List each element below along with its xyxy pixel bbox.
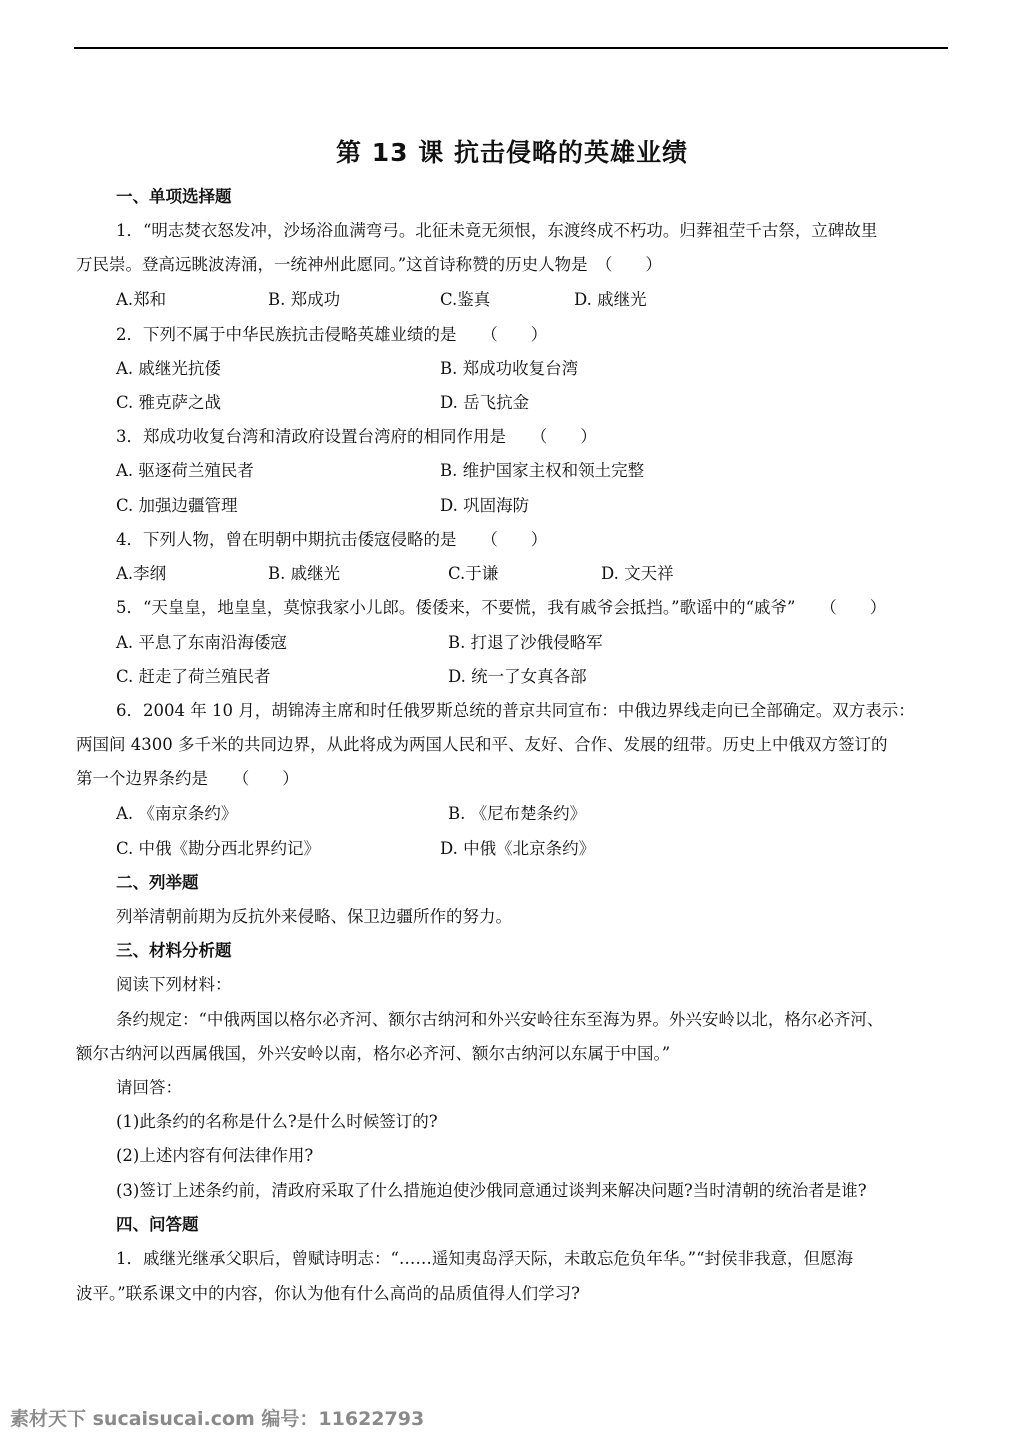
essay-question-line-2: 波平。”联系课文中的内容，你认为他有什么高尚的品质值得人们学习? — [76, 1284, 581, 1303]
list-question: 列举清朝前期为反抗外来侵略、保卫边疆所作的努力。 — [116, 907, 512, 926]
question-6-line-1: 6．2004 年 10 月，胡锦涛主席和时任俄罗斯总统的普京共同宣布：中俄边界线走向已全部确定。双方表示： — [116, 701, 915, 720]
q6-option-d: D. 中俄《北京条约》 — [440, 839, 596, 858]
q6-option-c: C. 中俄《勘分西北界约记》 — [116, 839, 321, 858]
q3-option-c: C. 加强边疆管理 — [116, 496, 238, 515]
q3-option-a: A. 驱逐荷兰殖民者 — [116, 461, 254, 480]
material-text-line-1: 条约规定：“中俄两国以格尔必齐河、额尔古纳河和外兴安岭往东至海为界。外兴安岭以北，格尔必齐河、 — [116, 1010, 884, 1029]
q2-option-b: B. 郑成功收复台湾 — [440, 359, 579, 378]
q4-option-a: A.李纲 — [116, 564, 167, 583]
q3-option-b: B. 维护国家主权和领土完整 — [440, 461, 645, 480]
q6-option-a: A. 《南京条约》 — [116, 804, 238, 823]
question-6-line-2: 两国间 4300 多千米的共同边界，从此将成为两国人民和平、友好、合作、发展的纽带。历史上中俄双方签订的 — [76, 735, 888, 754]
question-2-stem: 2．下列不属于中华民族抗击侵略英雄业绩的是 （ ） — [116, 325, 548, 344]
q3-option-d: D. 巩固海防 — [440, 496, 530, 515]
material-question-2: (2)上述内容有何法律作用? — [116, 1146, 314, 1165]
question-1-line-1: 1．“明志焚衣怒发冲，沙场浴血满弯弓。北征未竟无须恨，东渡终成不朽功。归葬祖茔千古祭，立碑故里 — [116, 221, 878, 240]
watermark: 素材天下 sucaisucai.com 编号：11622793 — [10, 1408, 425, 1430]
q5-option-a: A. 平息了东南沿海倭寇 — [116, 633, 287, 652]
q5-option-c: C. 赶走了荷兰殖民者 — [116, 667, 271, 686]
question-5-stem: 5．“天皇皇，地皇皇，莫惊我家小儿郎。倭倭来，不要慌，我有戚爷会抵挡。”歌谣中的“戚爷” （ ） — [116, 598, 887, 617]
section-heading-list: 二、列举题 — [116, 873, 199, 892]
q4-option-d: D. 文天祥 — [601, 564, 674, 583]
material-intro: 阅读下列材料： — [116, 975, 232, 994]
q2-option-a: A. 戚继光抗倭 — [116, 359, 221, 378]
essay-question-line-1: 1．戚继光继承父职后，曾赋诗明志：“……遥知夷岛浮天际，未敢忘危负年华。”“封侯非我意，但愿海 — [116, 1249, 854, 1268]
q1-option-c: C.鉴真 — [440, 290, 491, 309]
q5-option-d: D. 统一了女真各部 — [448, 667, 587, 686]
material-question-1: (1)此条约的名称是什么?是什么时候签订的? — [116, 1112, 438, 1131]
material-question-3: (3)签订上述条约前，清政府采取了什么措施迫使沙俄同意通过谈判来解决问题?当时清朝的统治者是谁? — [116, 1181, 867, 1200]
question-6-line-3: 第一个边界条约是 （ ） — [76, 769, 299, 788]
question-1-line-2: 万民崇。登高远眺波涛涌，一统神州此愿同。”这首诗称赞的历史人物是 （ ） — [76, 255, 662, 274]
material-ask: 请回答： — [116, 1078, 182, 1097]
material-text-line-2: 额尔古纳河以西属俄国，外兴安岭以南，格尔必齐河、额尔古纳河以东属于中国。” — [76, 1044, 671, 1063]
q1-option-d: D. 戚继光 — [574, 290, 647, 309]
q1-option-a: A.郑和 — [116, 290, 167, 309]
q1-option-b: B. 郑成功 — [268, 290, 341, 309]
section-heading-essay: 四、问答题 — [116, 1215, 199, 1234]
q6-option-b: B. 《尼布楚条约》 — [448, 804, 587, 823]
question-3-stem: 3．郑成功收复台湾和清政府设置台湾府的相同作用是 （ ） — [116, 427, 597, 446]
q2-option-c: C. 雅克萨之战 — [116, 393, 222, 412]
q2-option-d: D. 岳飞抗金 — [440, 393, 530, 412]
page-title: 第 13 课 抗击侵略的英雄业绩 — [336, 138, 688, 167]
q4-option-c: C.于谦 — [448, 564, 499, 583]
section-heading-material: 三、材料分析题 — [116, 941, 232, 960]
question-4-stem: 4．下列人物，曾在明朝中期抗击倭寇侵略的是 （ ） — [116, 530, 548, 549]
header-rule — [74, 47, 948, 49]
section-heading-choice: 一、单项选择题 — [116, 187, 232, 206]
q4-option-b: B. 戚继光 — [268, 564, 341, 583]
q5-option-b: B. 打退了沙俄侵略军 — [448, 633, 603, 652]
